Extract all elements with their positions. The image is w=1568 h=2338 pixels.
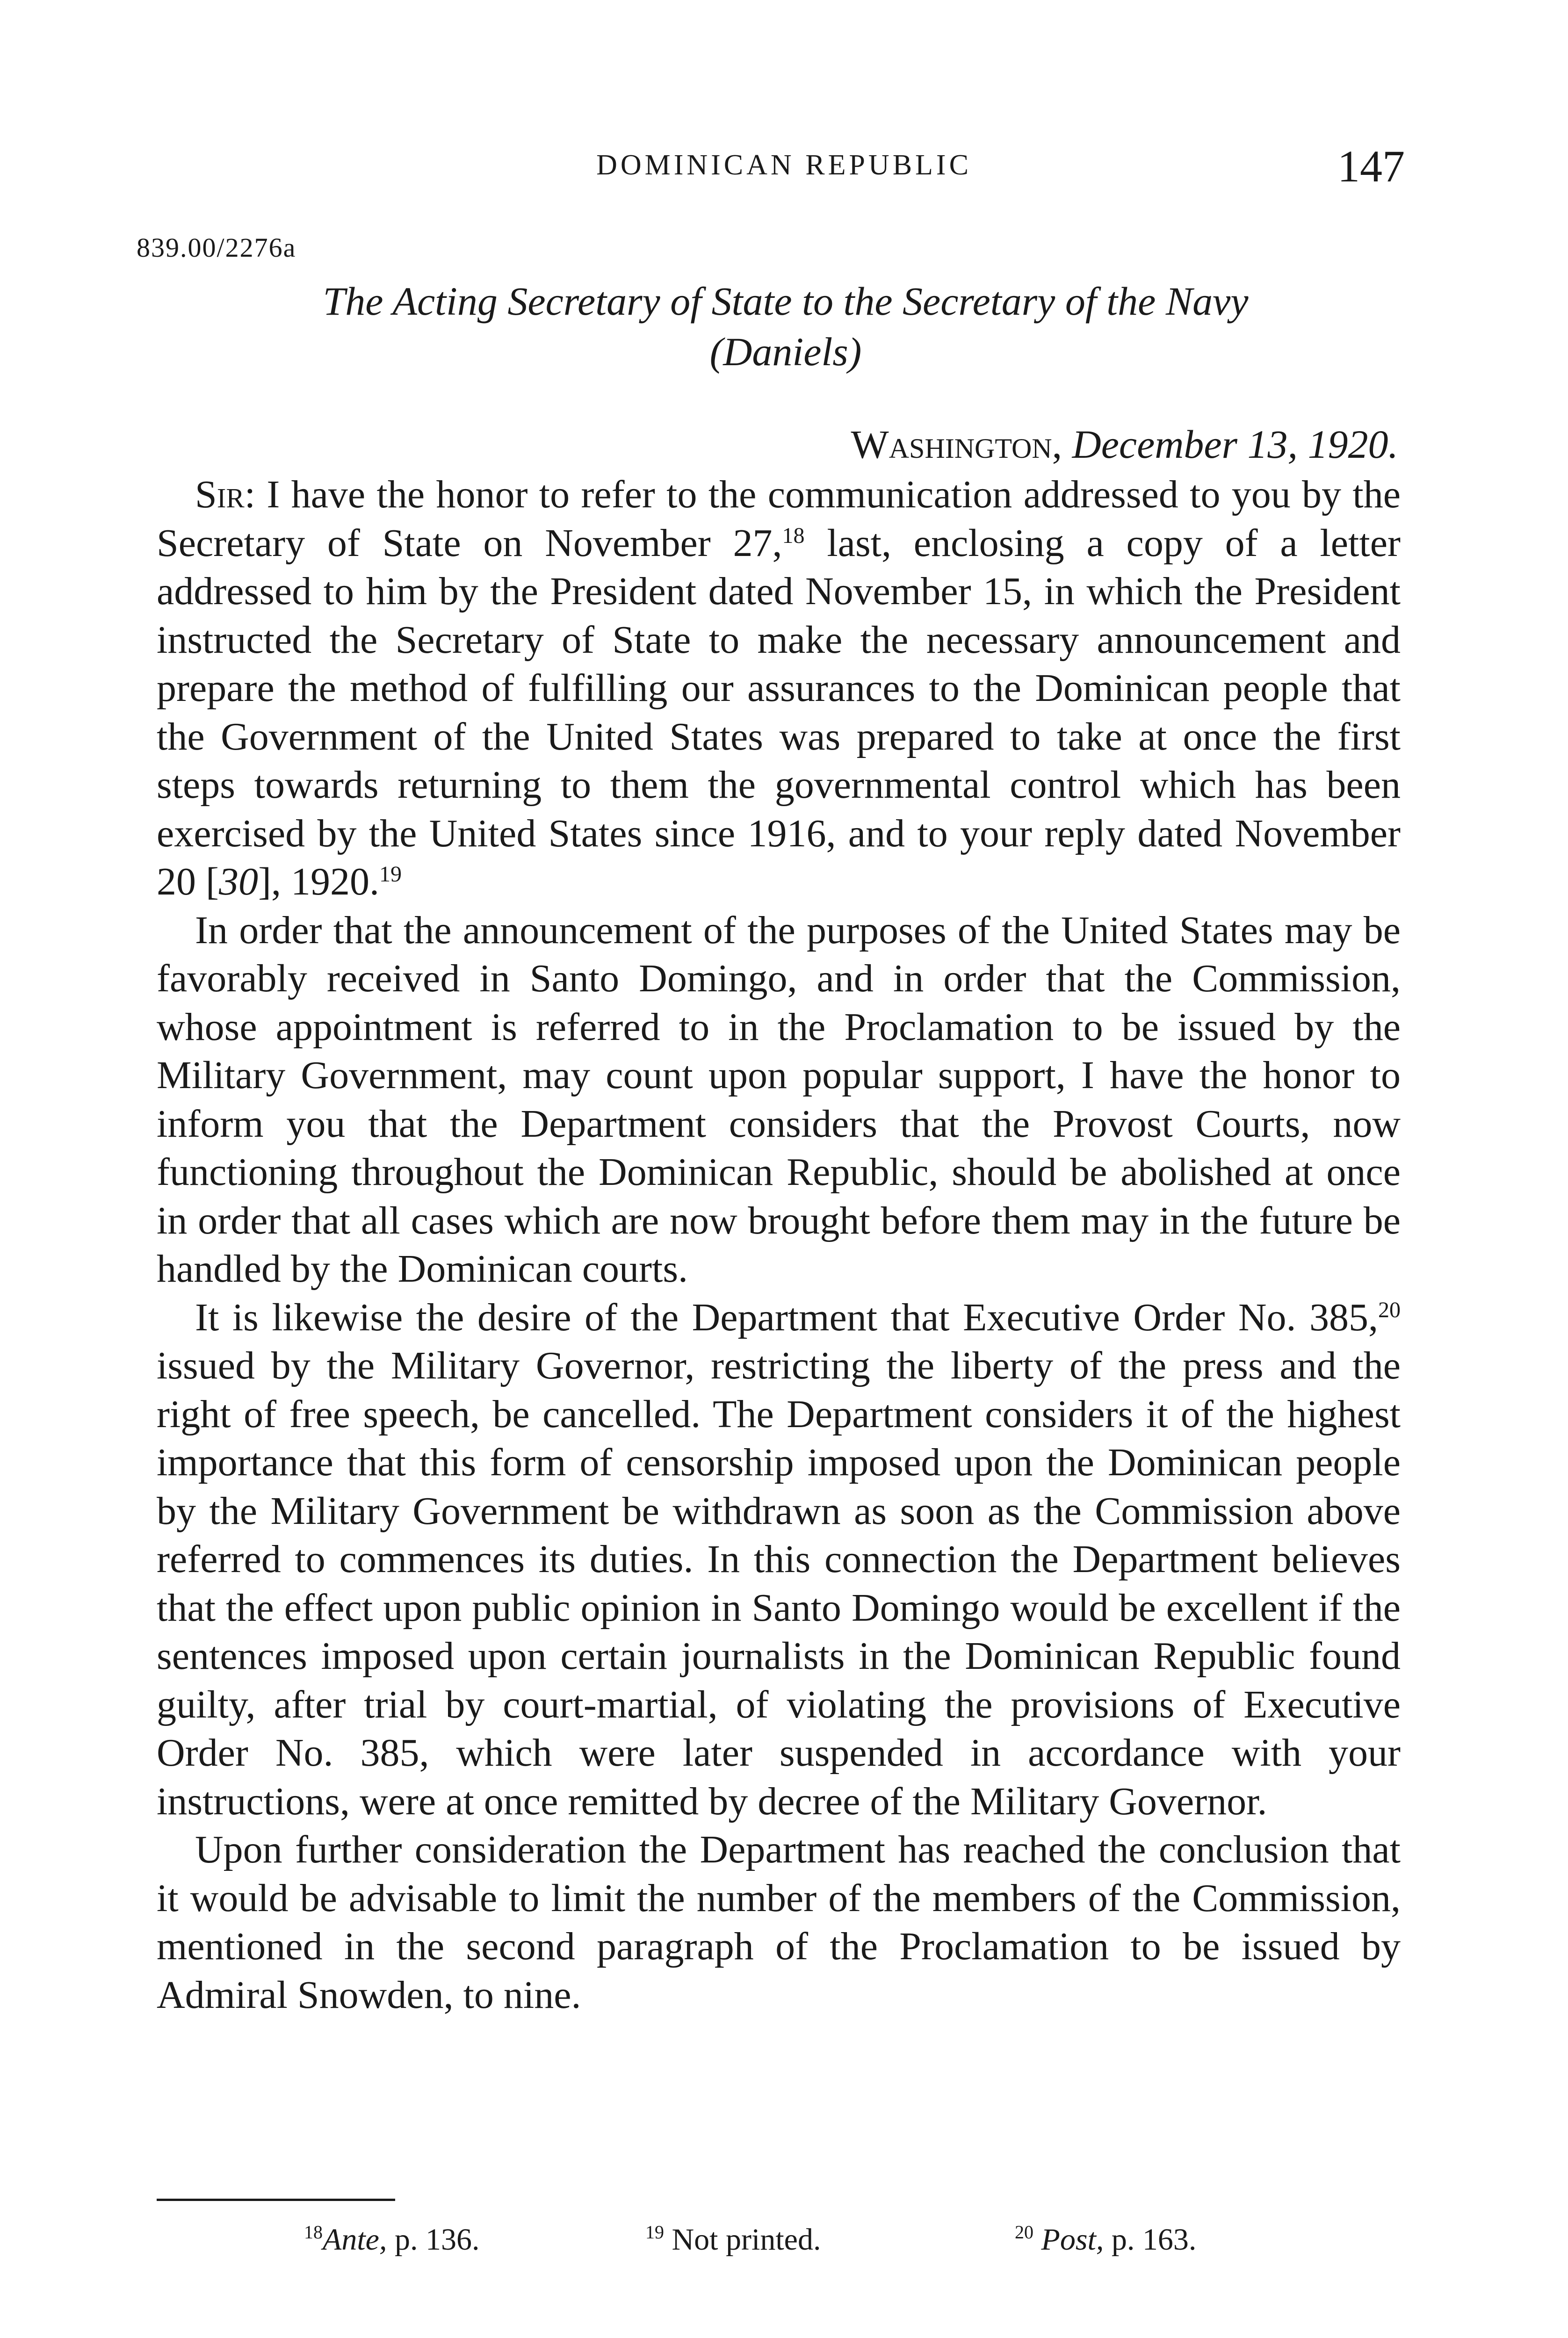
paragraph-3-part-a: It is likewise the desire of the Department that Executive Order No. 385, bbox=[195, 1295, 1378, 1339]
footnote-marker: 20 bbox=[1015, 2222, 1033, 2243]
footnote-ref-18: 18 bbox=[782, 523, 805, 548]
file-number: 839.00/2276a bbox=[137, 232, 296, 263]
footnote-20 bbox=[1015, 2222, 1196, 2258]
footnote-19 bbox=[645, 2222, 821, 2258]
footnote-marker: 19 bbox=[645, 2222, 664, 2243]
footnote-marker: 18 bbox=[304, 2222, 323, 2243]
paragraph-1 bbox=[157, 470, 1401, 906]
paragraph-2: In order that the announcement of the purposes of the United States may be favorably received in Santo Domingo, and in order that the Commission, whose appointment is referred to in the Proclamation to be issued by the Military Government, may count upon popular support, I have the honor to inform you that the Department considers that the Provost Courts, now functioning throughout the Dominican Republic, should be abolished at once in order that all cases which are now brought before them may in the future be handled by the Dominican courts. bbox=[157, 908, 1401, 1291]
dateline bbox=[154, 421, 1398, 468]
footnote-ref-19: 19 bbox=[379, 862, 402, 887]
footnote-text: p. 163. bbox=[1104, 2223, 1197, 2257]
page-number: 147 bbox=[1337, 141, 1405, 191]
editorial-correction: 30 bbox=[218, 860, 258, 903]
paragraph-4: Upon further consideration the Department has reached the conclusion that it would be advisable to limit the number of the members of the Commission, mentioned in the second paragraph of the Proclamation to be issued by Admiral Snowden, to nine. bbox=[157, 1828, 1401, 2017]
dateline-date: December 13, 1920. bbox=[1072, 422, 1398, 467]
footnote-italic: Post, bbox=[1041, 2223, 1104, 2257]
footnote-text: Not printed. bbox=[672, 2223, 821, 2257]
letter-body bbox=[157, 470, 1401, 2019]
salutation: Sir: bbox=[195, 473, 256, 516]
heading-line-2: (Daniels) bbox=[709, 329, 862, 374]
document-heading bbox=[154, 276, 1417, 377]
paragraph-3 bbox=[157, 1293, 1401, 1826]
footnote-rule bbox=[157, 2199, 395, 2201]
paragraph-1-part-c: ], 1920. bbox=[258, 860, 379, 903]
paragraph-1-part-b: last, enclosing a copy of a letter addressed to him by the President dated November 15, in which the President instructed the Secretary of State to make the necessary announcement and prepare the method of fulfilling our assurances to the Dominican people that the Government of the United States was prepared to take at once the first steps towards returning to them the governmental control which has been exercised by the United States since 1916, and to your reply dated November 20 [ bbox=[157, 521, 1401, 903]
footnote-ref-20: 20 bbox=[1378, 1297, 1401, 1322]
heading-line-1: The Acting Secretary of State to the Secretary of the Navy bbox=[323, 279, 1249, 324]
footnote-italic: Ante, bbox=[323, 2223, 387, 2257]
paragraph-3-part-b: issued by the Military Governor, restricting the liberty of the press and the right of free speech, be cancelled. The Department considers it of the highest importance that this form of censorship imposed upon the Dominican people by the Military Government be withdrawn as soon as the Commission above referred to commences its duties. In this connection the Department believes that the effect upon public opinion in Santo Domingo would be excellent if the sentences imposed upon certain journalists in the Dominican Republic found guilty, after trial by court-martial, of violating the provisions of Executive Order No. 385, which were later suspended in accordance with your instructions, were at once remitted by decree of the Military Governor. bbox=[157, 1344, 1401, 1823]
paragraph-1-part-a: I have the honor to refer to the communication addressed to you by the Secretary of State on November 27, bbox=[157, 473, 1401, 565]
footnote-text: p. 136. bbox=[387, 2223, 480, 2257]
footnote-18 bbox=[304, 2222, 479, 2258]
running-title: DOMINICAN REPUBLIC bbox=[596, 149, 972, 181]
dateline-place: Washington, bbox=[851, 422, 1062, 467]
